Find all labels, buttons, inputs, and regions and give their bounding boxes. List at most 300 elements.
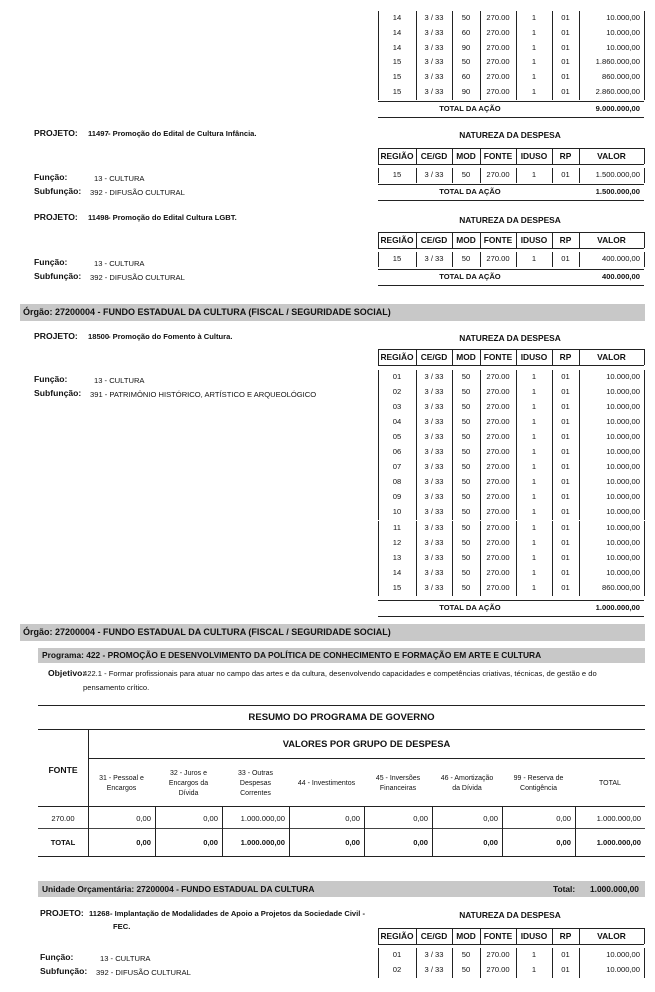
table-rule <box>480 521 481 536</box>
table-rule <box>416 232 417 248</box>
table-rule <box>644 70 645 85</box>
table-cell: 270.00 <box>486 462 510 472</box>
table-rule <box>516 490 517 505</box>
table-cell: 15 <box>392 57 402 67</box>
table-rule <box>579 948 580 963</box>
group-header-line: 32 - Juros e <box>170 770 207 777</box>
table-rule <box>579 41 580 56</box>
natureza-header: NATUREZA DA DESPESA <box>459 215 561 225</box>
table-cell: 1 <box>531 567 537 577</box>
table-rule <box>378 505 379 520</box>
table-rule <box>644 445 645 460</box>
resumo-total-value: 0,00 <box>136 838 151 847</box>
table-rule <box>579 445 580 460</box>
table-cell: 270.00 <box>486 387 510 397</box>
table-rule <box>452 168 453 183</box>
table-cell: 270.00 <box>486 72 510 82</box>
table-rule <box>579 566 580 581</box>
table-rule <box>579 490 580 505</box>
table-rule <box>416 26 417 41</box>
table-cell: 270.00 <box>486 552 510 562</box>
table-rule <box>644 521 645 536</box>
table-cell: 50 <box>461 462 471 472</box>
programa-title: Programa: 422 - PROMOÇÃO E DESENVOLVIMENTO DA POLÍTICA DE CONHECIMENTO E FORMAÇÃO EM ARTE E CULTURA <box>42 650 542 660</box>
table-rule <box>378 55 379 70</box>
table-cell: 1 <box>531 477 537 487</box>
table-rule <box>378 385 379 400</box>
table-rule <box>516 460 517 475</box>
table-rule <box>416 148 417 164</box>
total-acao-label: TOTAL DA AÇÃO <box>439 104 501 113</box>
projeto-name-cont: FEC. <box>113 922 131 931</box>
group-header <box>155 769 222 799</box>
table-cell: 3 / 33 <box>424 87 444 96</box>
column-header: REGIÃO <box>380 931 414 941</box>
resumo-rule <box>38 856 645 857</box>
table-rule <box>516 168 517 183</box>
column-header: FONTE <box>483 931 513 941</box>
table-rule <box>579 581 580 596</box>
table-cell-value: 10.000,00 <box>606 27 640 37</box>
table-cell: 270.00 <box>486 57 510 67</box>
table-rule <box>644 505 645 520</box>
column-header: RP <box>559 151 572 161</box>
table-rule <box>516 928 517 944</box>
table-cell: 12 <box>392 537 402 547</box>
table-cell: 1 <box>531 57 537 67</box>
table-cell: 09 <box>392 492 402 502</box>
table-cell-value: 2.860.000,00 <box>595 87 640 96</box>
table-rule <box>644 370 645 385</box>
table-cell: 1 <box>531 432 537 442</box>
column-header: VALOR <box>597 151 626 161</box>
table-rule <box>516 475 517 490</box>
table-cell: 01 <box>561 87 570 96</box>
table-rule <box>516 430 517 445</box>
column-header: VALOR <box>597 931 626 941</box>
table-cell: 270.00 <box>486 254 510 263</box>
table-rule <box>378 168 379 183</box>
table-rule <box>516 70 517 85</box>
table-cell-value: 10.000,00 <box>606 42 640 52</box>
table-rule <box>552 551 553 566</box>
table-cell: 270.00 <box>486 402 510 412</box>
group-header <box>289 779 364 789</box>
table-rule <box>378 460 379 475</box>
table-rule <box>552 445 553 460</box>
table-rule <box>552 430 553 445</box>
table-rule <box>579 148 580 164</box>
table-rule <box>452 349 453 365</box>
resumo-value: 0,00 <box>136 814 151 823</box>
table-rule <box>552 26 553 41</box>
table-cell: 15 <box>392 582 402 592</box>
table-cell: 3 / 33 <box>424 387 444 397</box>
table-rule <box>480 85 481 100</box>
table-rule <box>378 232 379 248</box>
table-cell: 50 <box>461 170 471 179</box>
group-header <box>432 774 502 794</box>
resumo-total-value: 0,00 <box>483 838 498 847</box>
table-rule <box>378 269 644 270</box>
column-header: VALOR <box>597 352 626 362</box>
table-rule <box>378 365 644 366</box>
table-rule <box>416 385 417 400</box>
table-rule <box>416 400 417 415</box>
projeto-code: 11268 <box>89 909 110 918</box>
table-rule <box>552 536 553 551</box>
table-rule <box>579 349 580 365</box>
group-header-line: TOTAL <box>599 780 621 787</box>
table-rule <box>452 536 453 551</box>
table-cell-value: 10.000,00 <box>606 477 640 487</box>
group-header-line: Contigência <box>520 785 557 792</box>
column-header: REGIÃO <box>380 352 414 362</box>
table-cell: 3 / 33 <box>424 522 444 532</box>
table-rule <box>378 475 379 490</box>
table-rule <box>516 551 517 566</box>
table-rule <box>552 460 553 475</box>
table-cell-value: 400.000,00 <box>601 254 640 263</box>
table-cell: 01 <box>561 477 570 487</box>
table-cell: 50 <box>461 582 471 592</box>
table-rule <box>644 55 645 70</box>
table-rule <box>378 551 379 566</box>
resumo-rule <box>88 729 89 807</box>
column-header: FONTE <box>483 235 513 245</box>
table-cell: 01 <box>561 402 570 412</box>
table-rule <box>378 70 379 85</box>
group-header-line: Dívida <box>178 790 199 797</box>
table-rule <box>378 536 379 551</box>
table-rule <box>452 445 453 460</box>
table-rule <box>644 490 645 505</box>
table-rule <box>644 252 645 267</box>
objetivo-line2: pensamento crítico. <box>83 683 150 692</box>
table-rule <box>416 55 417 70</box>
resumo-rule <box>289 828 290 856</box>
subfuncao-label: Subfunção: <box>40 966 88 976</box>
table-rule <box>516 349 517 365</box>
table-rule <box>452 55 453 70</box>
table-cell: 01 <box>561 387 570 397</box>
table-rule <box>552 168 553 183</box>
table-rule <box>416 928 417 944</box>
table-rule <box>644 566 645 581</box>
table-cell: 50 <box>461 507 471 517</box>
table-cell: 01 <box>561 372 570 381</box>
table-rule <box>579 536 580 551</box>
table-cell: 01 <box>561 432 570 442</box>
table-cell: 270.00 <box>486 42 510 52</box>
table-cell: 3 / 33 <box>424 13 444 22</box>
resumo-rule <box>38 729 645 730</box>
table-rule <box>552 566 553 581</box>
table-cell: 3 / 33 <box>424 964 444 974</box>
table-cell: 50 <box>461 447 471 457</box>
table-cell: 270.00 <box>486 13 510 22</box>
column-header: MOD <box>456 151 476 161</box>
table-rule <box>579 460 580 475</box>
table-rule <box>452 232 453 248</box>
table-rule <box>480 551 481 566</box>
resumo-rule <box>222 828 223 856</box>
total-acao-label: TOTAL DA AÇÃO <box>439 272 501 281</box>
table-rule <box>644 26 645 41</box>
group-header-line: Financeiras <box>379 785 417 792</box>
table-rule <box>552 521 553 536</box>
table-rule <box>416 566 417 581</box>
table-rule <box>416 963 417 978</box>
natureza-header: NATUREZA DA DESPESA <box>459 333 561 343</box>
table-rule <box>378 928 379 944</box>
table-cell: 50 <box>461 964 471 974</box>
table-cell: 270.00 <box>486 492 510 502</box>
table-cell: 1 <box>531 507 537 517</box>
table-rule <box>516 85 517 100</box>
subfuncao-label: Subfunção: <box>34 271 82 281</box>
table-cell: 270.00 <box>486 950 510 959</box>
table-rule <box>452 70 453 85</box>
table-rule <box>452 85 453 100</box>
table-rule <box>644 41 645 56</box>
table-cell: 50 <box>461 492 471 502</box>
resumo-value: 1.000.000,00 <box>240 814 285 823</box>
resumo-value: 0,00 <box>413 814 428 823</box>
table-cell: 01 <box>561 13 570 22</box>
projeto-name: - Implantação de Modalidades de Apoio a Projetos da Sociedade Civil - <box>110 909 366 918</box>
table-rule <box>480 475 481 490</box>
table-cell: 01 <box>561 447 570 457</box>
table-rule <box>378 415 379 430</box>
column-header: VALOR <box>597 235 626 245</box>
table-rule <box>644 430 645 445</box>
group-header <box>364 774 432 794</box>
table-cell-value: 10.000,00 <box>606 567 640 577</box>
table-rule <box>378 948 379 963</box>
resumo-value: 1.000.000,00 <box>596 814 641 823</box>
table-cell: 01 <box>561 254 570 263</box>
table-rule <box>480 948 481 963</box>
funcao-label: Função: <box>34 374 68 384</box>
table-rule <box>452 490 453 505</box>
table-cell-value: 10.000,00 <box>606 552 640 562</box>
column-header: FONTE <box>483 352 513 362</box>
table-rule <box>452 460 453 475</box>
column-header: RP <box>559 352 572 362</box>
table-cell: 1 <box>531 462 537 472</box>
table-cell-value: 10.000,00 <box>606 522 640 532</box>
table-cell: 270.00 <box>486 447 510 457</box>
table-rule <box>416 460 417 475</box>
table-rule <box>480 168 481 183</box>
table-cell: 270.00 <box>486 537 510 547</box>
resumo-total-value: 1.000.000,00 <box>596 838 641 847</box>
table-cell: 3 / 33 <box>424 27 444 37</box>
projeto-label: PROJETO: <box>34 212 78 222</box>
table-rule <box>552 928 553 944</box>
table-rule <box>516 385 517 400</box>
table-rule <box>579 400 580 415</box>
funcao-label: Função: <box>34 172 68 182</box>
table-cell: 15 <box>392 254 402 263</box>
table-cell: 3 / 33 <box>424 432 444 442</box>
table-cell: 3 / 33 <box>424 447 444 457</box>
table-rule <box>516 232 517 248</box>
projeto-name: - Promoção do Edital de Cultura Infância. <box>108 129 257 138</box>
table-cell: 01 <box>561 567 570 577</box>
resumo-value: 0,00 <box>556 814 571 823</box>
table-rule <box>579 370 580 385</box>
group-header-line: Encargos da <box>168 780 209 787</box>
table-rule <box>416 505 417 520</box>
table-cell: 14 <box>392 13 402 22</box>
table-cell: 14 <box>392 27 402 37</box>
table-cell: 1 <box>531 170 537 179</box>
table-cell-value: 10.000,00 <box>606 372 640 381</box>
table-cell: 60 <box>461 72 471 82</box>
projeto-code: 18500 <box>88 332 110 341</box>
table-rule <box>516 26 517 41</box>
resumo-value: 0,00 <box>345 814 360 823</box>
table-cell: 1 <box>531 582 537 592</box>
table-rule <box>516 400 517 415</box>
resumo-value: 0,00 <box>483 814 498 823</box>
table-cell: 3 / 33 <box>424 57 444 67</box>
table-rule <box>416 349 417 365</box>
column-header: CE/GD <box>420 931 448 941</box>
table-cell: 270.00 <box>486 964 510 974</box>
table-rule <box>552 70 553 85</box>
table-cell-value: 10.000,00 <box>606 13 640 22</box>
table-rule <box>416 581 417 596</box>
table-rule <box>480 581 481 596</box>
table-rule <box>516 415 517 430</box>
resumo-rule <box>432 828 433 856</box>
table-rule <box>416 490 417 505</box>
funcao-value: 13 - CULTURA <box>100 954 151 963</box>
resumo-rule <box>88 806 89 828</box>
table-rule <box>644 400 645 415</box>
table-rule <box>644 349 645 365</box>
table-rule <box>378 400 379 415</box>
resumo-total-value: 0,00 <box>556 838 571 847</box>
table-rule <box>416 370 417 385</box>
table-cell: 3 / 33 <box>424 537 444 547</box>
table-rule <box>378 521 379 536</box>
table-rule <box>452 252 453 267</box>
table-rule <box>452 581 453 596</box>
table-rule <box>378 148 379 164</box>
table-rule <box>378 370 379 385</box>
projeto-name: - Promoção do Fomento à Cultura. <box>108 332 233 341</box>
total-acao-label: TOTAL DA AÇÃO <box>439 603 501 612</box>
table-cell: 1 <box>531 537 537 547</box>
table-rule <box>378 285 644 286</box>
resumo-total-value: 0,00 <box>413 838 428 847</box>
table-rule <box>644 948 645 963</box>
table-cell: 50 <box>461 372 471 381</box>
table-rule <box>452 928 453 944</box>
column-header: RP <box>559 235 572 245</box>
table-cell: 1 <box>531 42 537 52</box>
table-cell: 3 / 33 <box>424 372 444 381</box>
table-rule <box>452 505 453 520</box>
table-cell: 01 <box>561 417 570 427</box>
table-cell: 50 <box>461 417 471 427</box>
table-rule <box>579 963 580 978</box>
table-cell: 50 <box>461 950 471 959</box>
column-header: FONTE <box>483 151 513 161</box>
table-cell: 3 / 33 <box>424 72 444 82</box>
table-cell: 50 <box>461 552 471 562</box>
table-rule <box>378 445 379 460</box>
table-rule <box>644 415 645 430</box>
table-rule <box>516 566 517 581</box>
table-cell: 270.00 <box>486 170 510 179</box>
table-rule <box>480 370 481 385</box>
table-cell: 02 <box>392 964 402 974</box>
resumo-total-value: 0,00 <box>345 838 360 847</box>
resumo-total-label: TOTAL <box>50 838 76 847</box>
table-rule <box>644 536 645 551</box>
table-rule <box>644 551 645 566</box>
table-cell: 90 <box>461 87 471 96</box>
unidade-total-label: Total: <box>553 884 576 894</box>
resumo-rule <box>88 758 645 759</box>
total-acao-value: 1.000.000,00 <box>595 603 640 612</box>
table-cell: 01 <box>561 170 570 179</box>
table-rule <box>416 536 417 551</box>
table-cell: 15 <box>392 170 402 179</box>
table-cell-value: 10.000,00 <box>606 447 640 457</box>
table-rule <box>378 11 379 26</box>
table-cell: 01 <box>561 72 570 82</box>
table-cell: 3 / 33 <box>424 462 444 472</box>
table-cell: 1 <box>531 72 537 82</box>
subfuncao-value: 391 - PATRIMÔNIO HISTÓRICO, ARTÍSTICO E ARQUEOLÓGICO <box>90 390 317 399</box>
table-rule <box>480 536 481 551</box>
table-rule <box>452 551 453 566</box>
table-rule <box>579 385 580 400</box>
table-rule <box>378 349 379 365</box>
table-cell: 50 <box>461 537 471 547</box>
column-header: IDUSO <box>520 931 548 941</box>
table-rule <box>579 551 580 566</box>
resumo-value: 0,00 <box>203 814 218 823</box>
resumo-rule <box>364 828 365 856</box>
table-rule <box>416 445 417 460</box>
table-rule <box>516 252 517 267</box>
table-rule <box>378 248 644 249</box>
table-rule <box>416 948 417 963</box>
table-rule <box>452 948 453 963</box>
table-rule <box>579 475 580 490</box>
table-cell: 02 <box>392 387 402 397</box>
table-rule <box>378 184 644 185</box>
projeto-label: PROJETO: <box>34 128 78 138</box>
table-cell: 01 <box>561 507 570 517</box>
table-rule <box>378 252 379 267</box>
group-header <box>502 774 575 794</box>
table-cell: 01 <box>561 57 570 67</box>
table-rule <box>480 415 481 430</box>
table-cell: 01 <box>561 582 570 592</box>
table-rule <box>552 948 553 963</box>
total-acao-label: TOTAL DA AÇÃO <box>439 187 501 196</box>
table-cell: 05 <box>392 432 402 442</box>
table-cell: 270.00 <box>486 417 510 427</box>
